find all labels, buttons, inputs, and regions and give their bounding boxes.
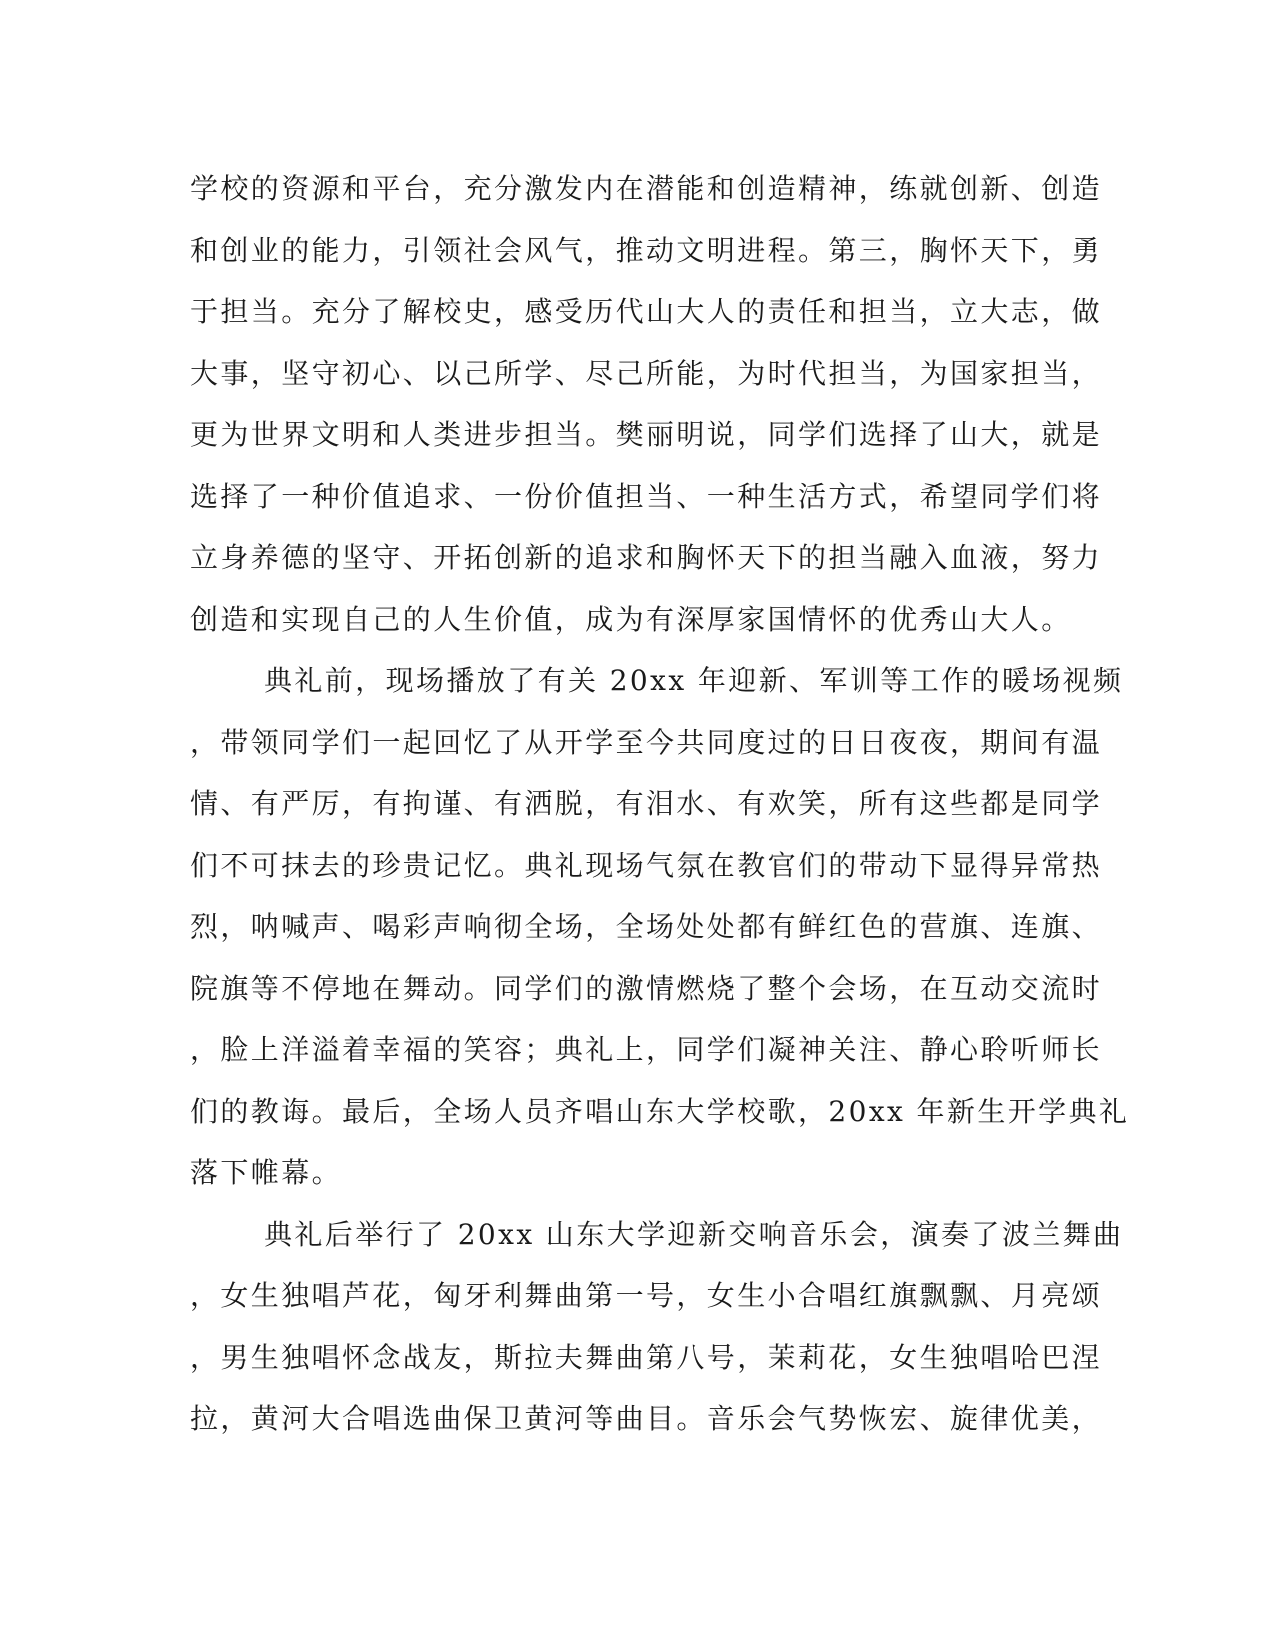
text-line: 们的教诲。最后，全场人员齐唱山东大学校歌，20xx 年新生开学典礼 — [190, 1094, 1130, 1128]
paragraph-2 — [190, 650, 1130, 1204]
paragraph-1 — [190, 158, 1103, 650]
paragraph-3 — [190, 1204, 1124, 1450]
text-line: 落下帷幕。 — [190, 1156, 343, 1189]
text-line: 典礼后举行了 20xx 山东大学迎新交响音乐会，演奏了波兰舞曲 — [264, 1217, 1124, 1251]
text-line: ，女生独唱芦花，匈牙利舞曲第一号，女生小合唱红旗飘飘、月亮颂 — [190, 1279, 1103, 1312]
text-line: 于担当。充分了解校史，感受历代山大人的责任和担当，立大志，做 — [190, 295, 1103, 328]
text-line: 拉，黄河大合唱选曲保卫黄河等曲目。音乐会气势恢宏、旋律优美， — [190, 1402, 1103, 1435]
text-line: 立身养德的坚守、开拓创新的追求和胸怀天下的担当融入血液，努力 — [190, 541, 1103, 574]
text-line: 院旗等不停地在舞动。同学们的激情燃烧了整个会场，在互动交流时 — [190, 971, 1103, 1005]
text-line: 和创业的能力，引领社会风气，推动文明进程。第三，胸怀天下，勇 — [190, 233, 1103, 267]
document-body — [190, 158, 1130, 1450]
text-line: 典礼前，现场播放了有关 20xx 年迎新、军训等工作的暖场视频 — [264, 664, 1124, 697]
text-line: ，男生独唱怀念战友，斯拉夫舞曲第八号，茉莉花，女生独唱哈巴涅 — [190, 1340, 1103, 1374]
text-line: 选择了一种价值追求、一份价值担当、一种生活方式，希望同学们将 — [190, 479, 1103, 513]
text-line: 学校的资源和平台，充分激发内在潜能和创造精神，练就创新、创造 — [190, 172, 1103, 205]
text-line: 们不可抹去的珍贵记忆。典礼现场气氛在教官们的带动下显得异常热 — [190, 848, 1103, 882]
text-line: 更为世界文明和人类进步担当。樊丽明说，同学们选择了山大，就是 — [190, 418, 1103, 451]
text-line: 烈，呐喊声、喝彩声响彻全场，全场处处都有鲜红色的营旗、连旗、 — [190, 910, 1103, 943]
text-line: 情、有严厉，有拘谨、有洒脱，有泪水、有欢笑，所有这些都是同学 — [190, 787, 1103, 820]
text-line: 大事，坚守初心、以己所学、尽己所能，为时代担当，为国家担当， — [190, 356, 1103, 390]
text-line: ，脸上洋溢着幸福的笑容；典礼上，同学们凝神关注、静心聆听师长 — [190, 1033, 1103, 1066]
text-line: ，带领同学们一起回忆了从开学至今共同度过的日日夜夜，期间有温 — [190, 725, 1103, 759]
text-line: 创造和实现自己的人生价值，成为有深厚家国情怀的优秀山大人。 — [190, 602, 1072, 636]
